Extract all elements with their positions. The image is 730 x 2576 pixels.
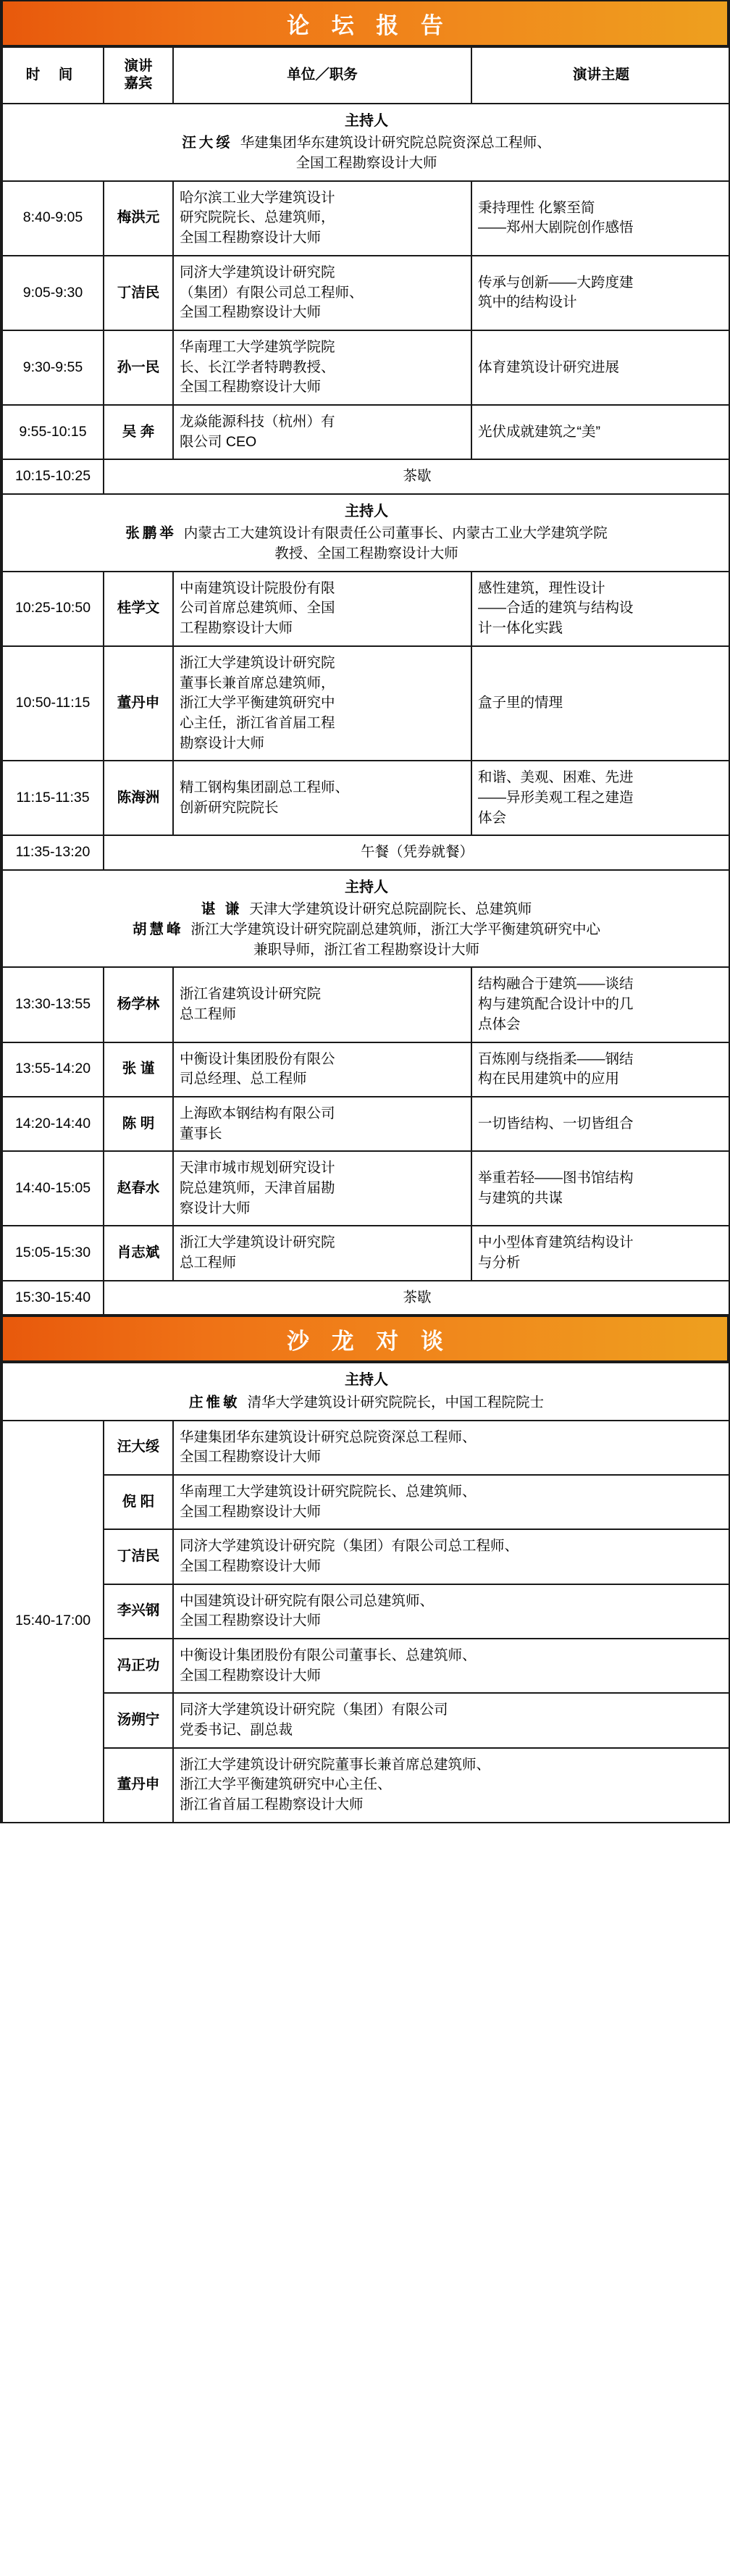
- speaker-time: 11:15-11:35: [2, 761, 104, 835]
- speaker-affiliation: 浙江大学建筑设计研究院 董事长兼首席总建筑师， 浙江大学平衡建筑研究中 心主任，浙江省首届工程 勘察设计大师: [173, 646, 471, 761]
- salon-guest-affiliation: 浙江大学建筑设计研究院董事长兼首席总建筑师、 浙江大学平衡建筑研究中心主任、 浙江省首届工程勘察设计大师: [173, 1748, 730, 1823]
- break-time: 10:15-10:25: [2, 459, 104, 494]
- host-line: [9, 133, 724, 154]
- host-name: 谌 谦: [201, 901, 243, 918]
- speaker-row: [2, 181, 730, 256]
- forum-agenda-table: [1, 46, 730, 1316]
- salon-guest-affiliation: 同济大学建筑设计研究院（集团）有限公司 党委书记、副总裁: [173, 1693, 730, 1747]
- salon-guest-name: 冯正功: [104, 1639, 173, 1693]
- break-time: 11:35-13:20: [2, 835, 104, 870]
- speaker-row: [2, 330, 730, 405]
- salon-guest-name: 倪 阳: [104, 1475, 173, 1529]
- speaker-name: 梅洪元: [104, 181, 173, 256]
- host-label: 主持人: [345, 879, 388, 896]
- salon-guest-row: [2, 1421, 730, 1475]
- speaker-row: [2, 761, 730, 835]
- speaker-topic: 百炼刚与绕指柔——钢结 构在民用建筑中的应用: [471, 1042, 730, 1097]
- speaker-affiliation: 精工钢构集团副总工程师、 创新研究院院长: [173, 761, 471, 835]
- speaker-name: 董丹申: [104, 646, 173, 761]
- speaker-time: 14:40-15:05: [2, 1151, 104, 1226]
- host-line: [9, 900, 724, 920]
- salon-guest-row: [2, 1584, 730, 1639]
- host-line: [9, 154, 724, 174]
- salon-time: 15:40-17:00: [2, 1421, 104, 1823]
- break-time: 15:30-15:40: [2, 1281, 104, 1316]
- speaker-row: [2, 1097, 730, 1151]
- speaker-name: 杨学林: [104, 967, 173, 1042]
- speaker-name: 陈海洲: [104, 761, 173, 835]
- host-affiliation: 兼职导师，浙江省工程勘察设计大师: [253, 941, 479, 958]
- salon-guest-row: [2, 1529, 730, 1584]
- salon-table-body: [2, 1363, 730, 1822]
- salon-guest-affiliation: 华建集团华东建筑设计研究总院资深总工程师、 全国工程勘察设计大师: [173, 1421, 730, 1475]
- salon-guest-name: 丁洁民: [104, 1529, 173, 1584]
- speaker-affiliation: 华南理工大学建筑学院院 长、长江学者特聘教授、 全国工程勘察设计大师: [173, 330, 471, 405]
- column-header-time-label: 时 间: [25, 67, 80, 83]
- speaker-topic: 和谐、美观、困难、先进 ——异形美观工程之建造 体会: [471, 761, 730, 835]
- column-header-guest-line1: 演讲: [124, 58, 153, 75]
- speaker-row: [2, 256, 730, 330]
- speaker-row: [2, 1151, 730, 1226]
- host-affiliation: 教授、全国工程勘察设计大师: [274, 545, 458, 562]
- speaker-time: 9:55-10:15: [2, 405, 104, 459]
- speaker-name: 桂学文: [104, 572, 173, 646]
- speaker-affiliation: 同济大学建筑设计研究院 （集团）有限公司总工程师、 全国工程勘察设计大师: [173, 256, 471, 330]
- speaker-time: 13:30-13:55: [2, 967, 104, 1042]
- host-line: [9, 544, 724, 564]
- speaker-topic: 体育建筑设计研究进展: [471, 330, 730, 405]
- break-row: [2, 1281, 730, 1316]
- forum-banner-title: 论 坛 报 告: [287, 12, 451, 38]
- salon-host-label: 主持人: [345, 1372, 388, 1389]
- column-header-time: [2, 47, 104, 104]
- column-header-guest-stack: [110, 58, 167, 93]
- speaker-affiliation: 龙焱能源科技（杭州）有 限公司 CEO: [173, 405, 471, 459]
- speaker-affiliation: 浙江大学建筑设计研究院 总工程师: [173, 1226, 471, 1280]
- salon-guest-name: 董丹申: [104, 1748, 173, 1823]
- speaker-affiliation: 天津市城市规划研究设计 院总建筑师，天津首届勘 察设计大师: [173, 1151, 471, 1226]
- speaker-topic: 中小型体育建筑结构设计 与分析: [471, 1226, 730, 1280]
- host-line: [9, 920, 724, 940]
- salon-agenda-table: [1, 1362, 730, 1823]
- column-header-org: [173, 47, 471, 104]
- column-header-guest-line2: 嘉宾: [124, 75, 153, 91]
- host-affiliation: 华建集团华东建筑设计研究院总院资深总工程师、: [240, 135, 551, 151]
- salon-guest-row: [2, 1693, 730, 1747]
- speaker-row: [2, 405, 730, 459]
- speaker-affiliation: 浙江省建筑设计研究院 总工程师: [173, 967, 471, 1042]
- speaker-time: 15:05-15:30: [2, 1226, 104, 1280]
- host-row: [2, 870, 730, 967]
- host-name: 胡慧峰: [132, 921, 184, 938]
- speaker-time: 9:05-9:30: [2, 256, 104, 330]
- host-row: [2, 104, 730, 181]
- host-line: [9, 940, 724, 961]
- speaker-name: 陈 明: [104, 1097, 173, 1151]
- salon-guest-name: 汪大绥: [104, 1421, 173, 1475]
- speaker-name: 肖志斌: [104, 1226, 173, 1280]
- salon-host-cell: [2, 1363, 730, 1420]
- host-cell: [2, 104, 730, 181]
- host-label: 主持人: [345, 113, 388, 129]
- forum-table-head: [2, 47, 730, 104]
- speaker-name: 吴 奔: [104, 405, 173, 459]
- salon-host-name: 庄惟敏: [188, 1394, 240, 1410]
- salon-host-line: [9, 1393, 724, 1413]
- host-affiliation: 天津大学建筑设计研究总院副院长、总建筑师: [249, 901, 532, 918]
- speaker-row: [2, 646, 730, 761]
- speaker-topic: 举重若轻——图书馆结构 与建筑的共谋: [471, 1151, 730, 1226]
- forum-section-banner: [1, 0, 729, 46]
- speaker-topic: 秉持理性 化繁至简 ——郑州大剧院创作感悟: [471, 181, 730, 256]
- speaker-affiliation: 哈尔滨工业大学建筑设计 研究院院长、总建筑师， 全国工程勘察设计大师: [173, 181, 471, 256]
- host-affiliation: 内蒙古工大建筑设计有限责任公司董事长、内蒙古工业大学建筑学院: [183, 525, 608, 542]
- salon-guest-affiliation: 华南理工大学建筑设计研究院院长、总建筑师、 全国工程勘察设计大师: [173, 1475, 730, 1529]
- host-row: [2, 494, 730, 572]
- table-header-row: [2, 47, 730, 104]
- column-header-org-label: 单位／职务: [287, 67, 358, 83]
- host-name: 汪大绥: [182, 135, 233, 151]
- speaker-row: [2, 967, 730, 1042]
- speaker-time: 10:25-10:50: [2, 572, 104, 646]
- column-header-guest: [104, 47, 173, 104]
- salon-banner-title: 沙 龙 对 谈: [287, 1328, 451, 1354]
- host-affiliation: 全国工程勘察设计大师: [295, 155, 437, 172]
- speaker-topic: 一切皆结构、一切皆组合: [471, 1097, 730, 1151]
- speaker-time: 8:40-9:05: [2, 181, 104, 256]
- speaker-row: [2, 1042, 730, 1097]
- host-name: 张鹏举: [125, 525, 177, 542]
- speaker-name: 赵春水: [104, 1151, 173, 1226]
- speaker-topic: 盒子里的情理: [471, 646, 730, 761]
- salon-guest-affiliation: 同济大学建筑设计研究院（集团）有限公司总工程师、 全国工程勘察设计大师: [173, 1529, 730, 1584]
- salon-guest-affiliation: 中国建筑设计研究院有限公司总建筑师、 全国工程勘察设计大师: [173, 1584, 730, 1639]
- break-label: 茶歇: [104, 1281, 730, 1316]
- host-cell: [2, 870, 730, 967]
- salon-guest-row: [2, 1748, 730, 1823]
- salon-guest-name: 李兴钢: [104, 1584, 173, 1639]
- speaker-time: 9:30-9:55: [2, 330, 104, 405]
- break-label: 茶歇: [104, 459, 730, 494]
- speaker-row: [2, 572, 730, 646]
- speaker-time: 14:20-14:40: [2, 1097, 104, 1151]
- break-row: [2, 459, 730, 494]
- salon-guest-name: 汤朔宁: [104, 1693, 173, 1747]
- forum-table-body: [2, 104, 730, 1315]
- speaker-name: 丁洁民: [104, 256, 173, 330]
- salon-host-affiliation: 清华大学建筑设计研究院院长，中国工程院院士: [247, 1394, 545, 1410]
- salon-section-banner: [1, 1316, 729, 1362]
- speaker-affiliation: 中衡设计集团股份有限公 司总经理、总工程师: [173, 1042, 471, 1097]
- break-row: [2, 835, 730, 870]
- salon-guest-row: [2, 1639, 730, 1693]
- host-label: 主持人: [345, 503, 388, 520]
- salon-host-row: [2, 1363, 730, 1420]
- column-header-topic: [471, 47, 730, 104]
- speaker-row: [2, 1226, 730, 1280]
- speaker-topic: 传承与创新——大跨度建 筑中的结构设计: [471, 256, 730, 330]
- speaker-name: 孙一民: [104, 330, 173, 405]
- host-cell: [2, 494, 730, 572]
- speaker-topic: 感性建筑，理性设计 ——合适的建筑与结构设 计一体化实践: [471, 572, 730, 646]
- speaker-time: 13:55-14:20: [2, 1042, 104, 1097]
- speaker-affiliation: 中南建筑设计院股份有限 公司首席总建筑师、全国 工程勘察设计大师: [173, 572, 471, 646]
- speaker-name: 张 谨: [104, 1042, 173, 1097]
- speaker-topic: 光伏成就建筑之“美”: [471, 405, 730, 459]
- host-affiliation: 浙江大学建筑设计研究院副总建筑师，浙江大学平衡建筑研究中心: [190, 921, 601, 938]
- salon-guest-row: [2, 1475, 730, 1529]
- column-header-topic-label: 演讲主题: [572, 67, 629, 83]
- host-line: [9, 524, 724, 544]
- speaker-time: 10:50-11:15: [2, 646, 104, 761]
- break-label: 午餐（凭券就餐）: [104, 835, 730, 870]
- speaker-affiliation: 上海欧本钢结构有限公司 董事长: [173, 1097, 471, 1151]
- speaker-topic: 结构融合于建筑——谈结 构与建筑配合设计中的几 点体会: [471, 967, 730, 1042]
- salon-guest-affiliation: 中衡设计集团股份有限公司董事长、总建筑师、 全国工程勘察设计大师: [173, 1639, 730, 1693]
